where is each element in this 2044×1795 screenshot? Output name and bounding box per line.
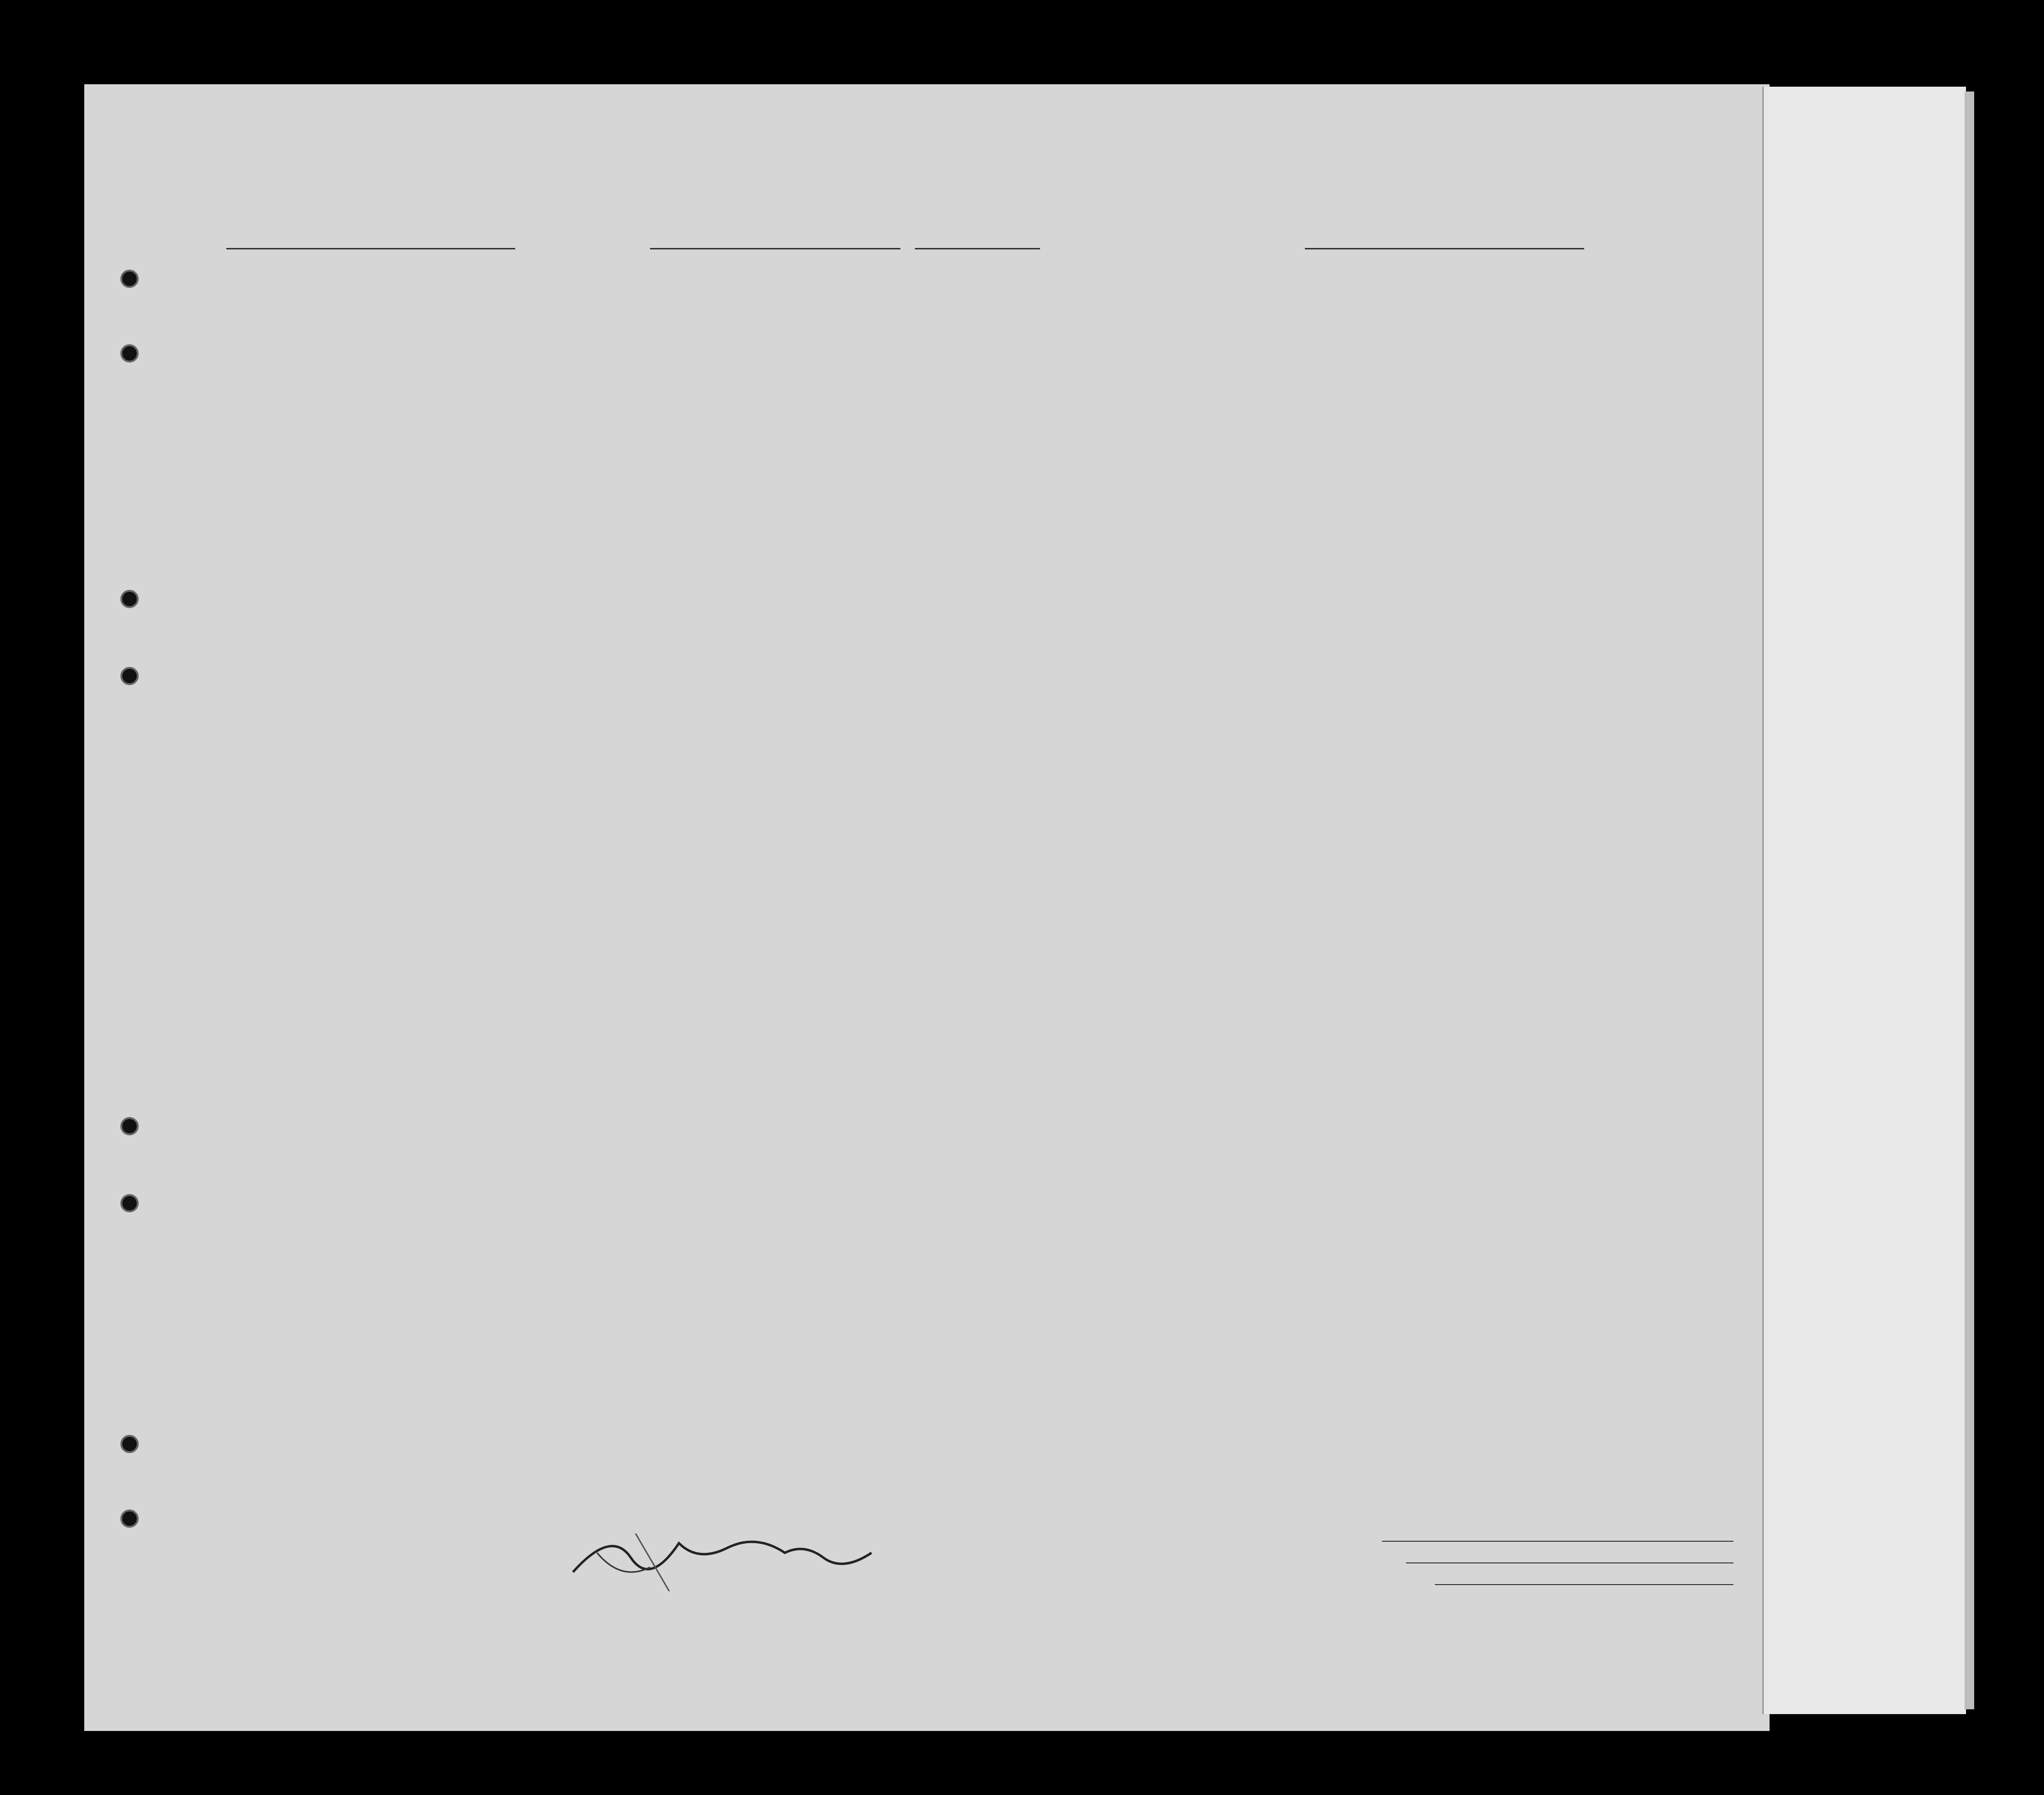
line-underline xyxy=(1382,1541,1733,1542)
local-agents-underline xyxy=(1435,1584,1733,1585)
owners-underline xyxy=(1406,1562,1733,1563)
purser-signature xyxy=(554,1524,891,1591)
